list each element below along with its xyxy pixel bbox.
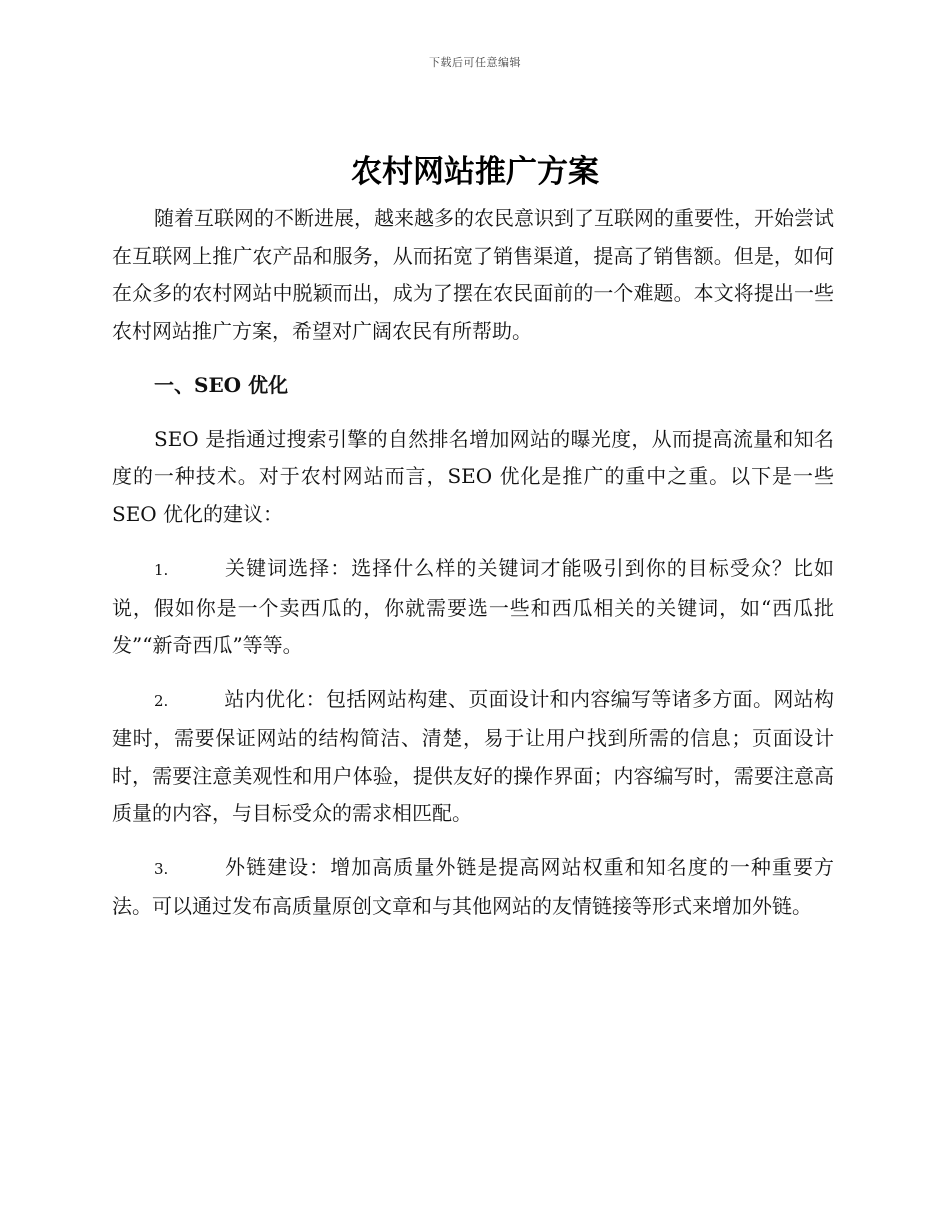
list-item <box>112 681 834 833</box>
intro-paragraph: 随着互联网的不断进展，越来越多的农民意识到了互联网的重要性，开始尝试在互联网上推广农产品和服务，从而拓宽了销售渠道，提高了销售额。但是，如何在众多的农村网站中脱颖而出，成为了摆在农民面前的一个难题。本文将提出一些农村网站推广方案，希望对广阔农民有所帮助。 <box>112 206 834 343</box>
list-item-text: 关键词选择：选择什么样的关键词才能吸引到你的目标受众？比如说，假如你是一个卖西瓜的，你就需要选一些和西瓜相关的关键词，如“西瓜批发”“新奇西瓜”等等。 <box>112 556 834 657</box>
document-title: 农村网站推广方案 <box>351 154 599 190</box>
list-item-number: 2. <box>154 691 169 710</box>
section-body-seo: SEO 是指通过搜索引擎的自然排名增加网站的曝光度，从而提高流量和知名度的一种技术。对于农村网站而言，SEO 优化是推广的重中之重。以下是一些 SEO 优化的建议： <box>112 426 834 526</box>
list-item-number: 3. <box>154 859 169 878</box>
page-header-note: 下载后可任意编辑 <box>429 56 521 69</box>
list-item <box>112 550 834 665</box>
section-heading-seo: 一、SEO 优化 <box>154 373 289 397</box>
list-item-text: 外链建设：增加高质量外链是提高网站权重和知名度的一种重要方法。可以通过发布高质量原创文章和与其他网站的友情链接等形式来增加外链。 <box>112 854 834 918</box>
list-item-text: 站内优化：包括网站构建、页面设计和内容编写等诸多方面。网站构建时，需要保证网站的结构简洁、清楚，易于让用户找到所需的信息；页面设计时，需要注意美观性和用户体验，提供友好的操作界面；内容编写时，需要注意高质量的内容，与目标受众的需求相匹配。 <box>112 686 834 825</box>
document-body <box>112 200 834 926</box>
list-item <box>112 849 834 926</box>
list-item-number: 1. <box>154 561 169 579</box>
